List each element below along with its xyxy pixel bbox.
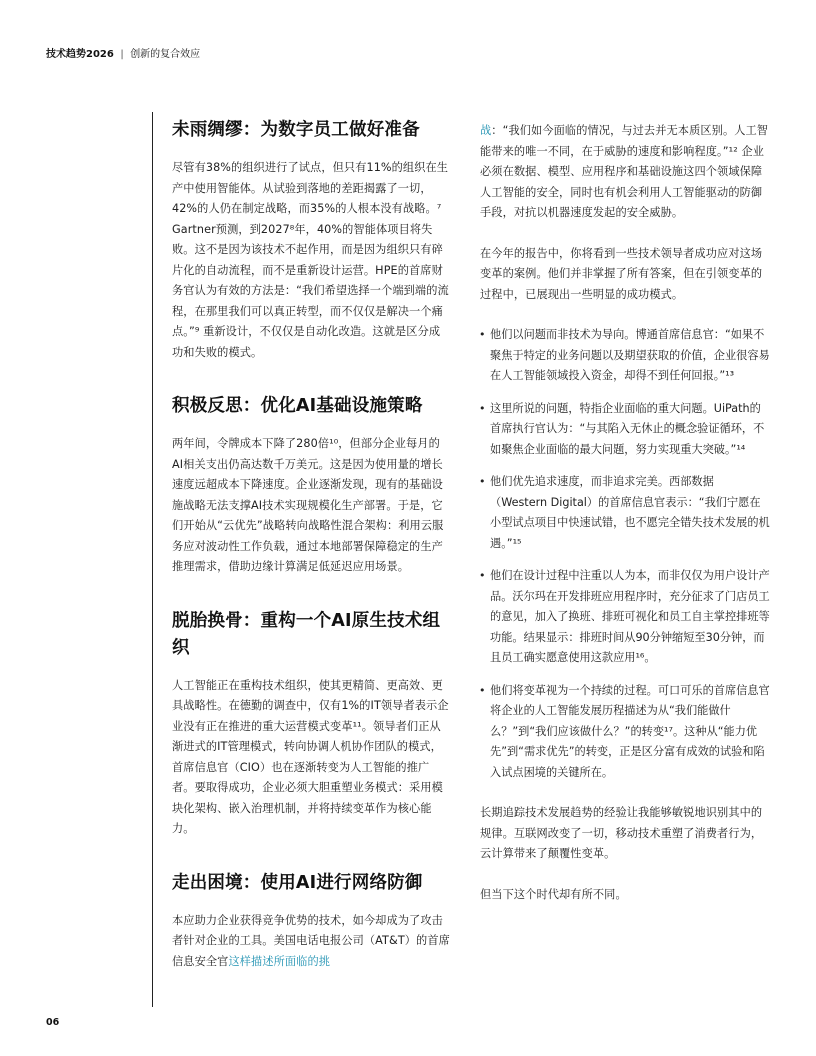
section-heading-ai-infrastructure: 积极反思：优化AI基础设施策略: [172, 396, 423, 416]
list-item-text: 他们在设计过程中注重以人为本，而非仅仅为用户设计产品。沃尔玛在开发排班应用程序时，充分征求了门店员工的意见，加入了换班、排班可视化和员工自主掌控排班等功能。结果显示：排班时间从90分钟缩短至30分钟，而且员工确实愿意使用这款应用¹⁶。: [490, 569, 770, 664]
att-ciso-link[interactable]: 这样描述所面临的挑: [228, 954, 331, 968]
patterns-intro: 在今年的报告中，你将看到一些技术领导者成功应对这场变革的案例。他们并非掌握了所有答案，但在引领变革的过程中，已展现出一些明显的成功模式。: [480, 246, 763, 301]
running-header: [46, 45, 200, 60]
success-patterns-list: [480, 325, 770, 783]
list-item-text: 他们将变革视为一个持续的过程。可口可乐的首席信息官将企业的人工智能发展历程描述为从“我们能做什么？”到“我们应该做什么？”的转变¹⁷。这种从“能力优先”到“需求优先”的转变，正是区分富有成效的试验和陷入试点困境的关键所在。: [490, 683, 770, 779]
report-subtitle: 创新的复合效应: [130, 49, 201, 60]
bullet-dot-icon: •: [479, 683, 486, 697]
list-item: [480, 472, 770, 554]
section-body-ai-infrastructure: 两年间，令牌成本下降了280倍¹⁰，但部分企业每月的AI相关支出仍高达数千万美元。这是因为使用量的增长速度远超成本下降速度。企业逐渐发现，现有的基础设施战略无法支撑AI技术实现规模化生产部署。于是，它们开始从“云优先”战略转向战略性混合架构：利用云服务应对波动性工作负载，通过本地部署保障稳定的生产推理需求，借助边缘计算满足低延迟应用场景。: [172, 437, 444, 573]
list-item: [480, 325, 770, 387]
right-column: [480, 121, 770, 925]
bullet-dot-icon: •: [479, 569, 486, 582]
report-title: 技术趋势2026: [46, 49, 114, 60]
bullet-dot-icon: •: [479, 328, 486, 341]
cyber-defense-text: 本应助力企业获得竞争优势的技术，如今却成为了攻击者针对企业的工具。美国电话电报公司（AT&T）的首席信息安全官: [172, 913, 450, 968]
section-body-cyber-defense: [172, 911, 450, 973]
closing-statement: 但当下这个时代却有所不同。: [480, 887, 627, 901]
list-item: [480, 681, 770, 784]
cyber-defense-continuation: [480, 121, 770, 224]
list-item-text: 他们优先追求速度，而非追求完美。西部数据（Western Digital）的首席信息官表示：“我们宁愿在小型试点项目中快速试错，也不愿完全错失技术发展的机遇。”¹⁵: [490, 475, 770, 550]
att-ciso-link-continued[interactable]: 战: [480, 124, 492, 137]
list-item: [480, 399, 770, 461]
left-column: [172, 117, 450, 1002]
header-separator: |: [120, 49, 124, 60]
section-heading-ai-native-org: 脱胎换骨：重构一个AI原生技术组织: [172, 610, 441, 658]
closing-paragraph: 长期追踪技术发展趋势的经验让我能够敏锐地识别其中的规律。互联网改变了一切，移动技术重塑了消费者行为，云计算带来了颠覆性变革。: [480, 806, 763, 860]
page-number: 06: [46, 1017, 60, 1028]
list-item-text: 这里所说的问题，特指企业面临的重大问题。UiPath的首席执行官认为：“与其陷入无休止的概念验证循环，不如聚焦企业面临的最大问题，努力实现重大突破。”¹⁴: [490, 401, 765, 456]
bullet-dot-icon: •: [479, 401, 486, 415]
section-heading-digital-workforce: 未雨绸缪：为数字员工做好准备: [172, 120, 420, 140]
section-body-ai-native-org: 人工智能正在重构技术组织，使其更精简、更高效、更具战略性。在德勤的调查中，仅有1%的IT领导者表示企业没有正在推进的重大运营模式变革¹¹。领导者们正从渐进式的IT管理模式，转向协调人机协作团队的模式，首席信息官（CIO）也在逐渐转变为人工智能的推广者。要取得成功，企业必须大胆重塑业务模式：采用模块化架构、嵌入治理机制，并将持续变革作为核心能力。: [172, 678, 449, 835]
bullet-dot-icon: •: [479, 475, 486, 488]
list-item: [480, 566, 770, 669]
continuation-text: ：“我们如今面临的情况，与过去并无本质区别。人工智能带来的唯一不同，在于威胁的速度和影响程度。”¹² 企业必须在数据、模型、应用程序和基础设施这四个领域保障人工智能的安全，同时也有机会利用人工智能驱动的防御手段，对抗以机器速度发起的安全威胁。: [480, 124, 769, 219]
vertical-divider: [152, 112, 153, 1007]
section-body-digital-workforce: 尽管有38%的组织进行了试点，但只有11%的组织在生产中使用智能体。从试验到落地的差距揭露了一切，42%的人仍在制定战略，而35%的人根本没有战略。⁷ Gartner预测，到2027⁸年，40%的智能体项目将失败。这不是因为该技术不起作用，而是因为组织只有碎片化的自动流程，而不是重新设计运营。HPE的首席财务官认为有效的方法是：“我们希望选择一个端到端的流程，在那里我们可以真正转型，而不仅仅是解决一个痛点。”⁹ 重新设计，不仅仅是自动化改造。这就是区分成功和失败的模式。: [172, 161, 449, 359]
list-item-text: 他们以问题而非技术为导向。博通首席信息官：“如果不聚焦于特定的业务问题以及期望获取的价值，企业很容易在人工智能领域投入资金，却得不到任何回报。”¹³: [490, 328, 770, 382]
section-heading-cyber-defense: 走出困境：使用AI进行网络防御: [172, 872, 423, 893]
